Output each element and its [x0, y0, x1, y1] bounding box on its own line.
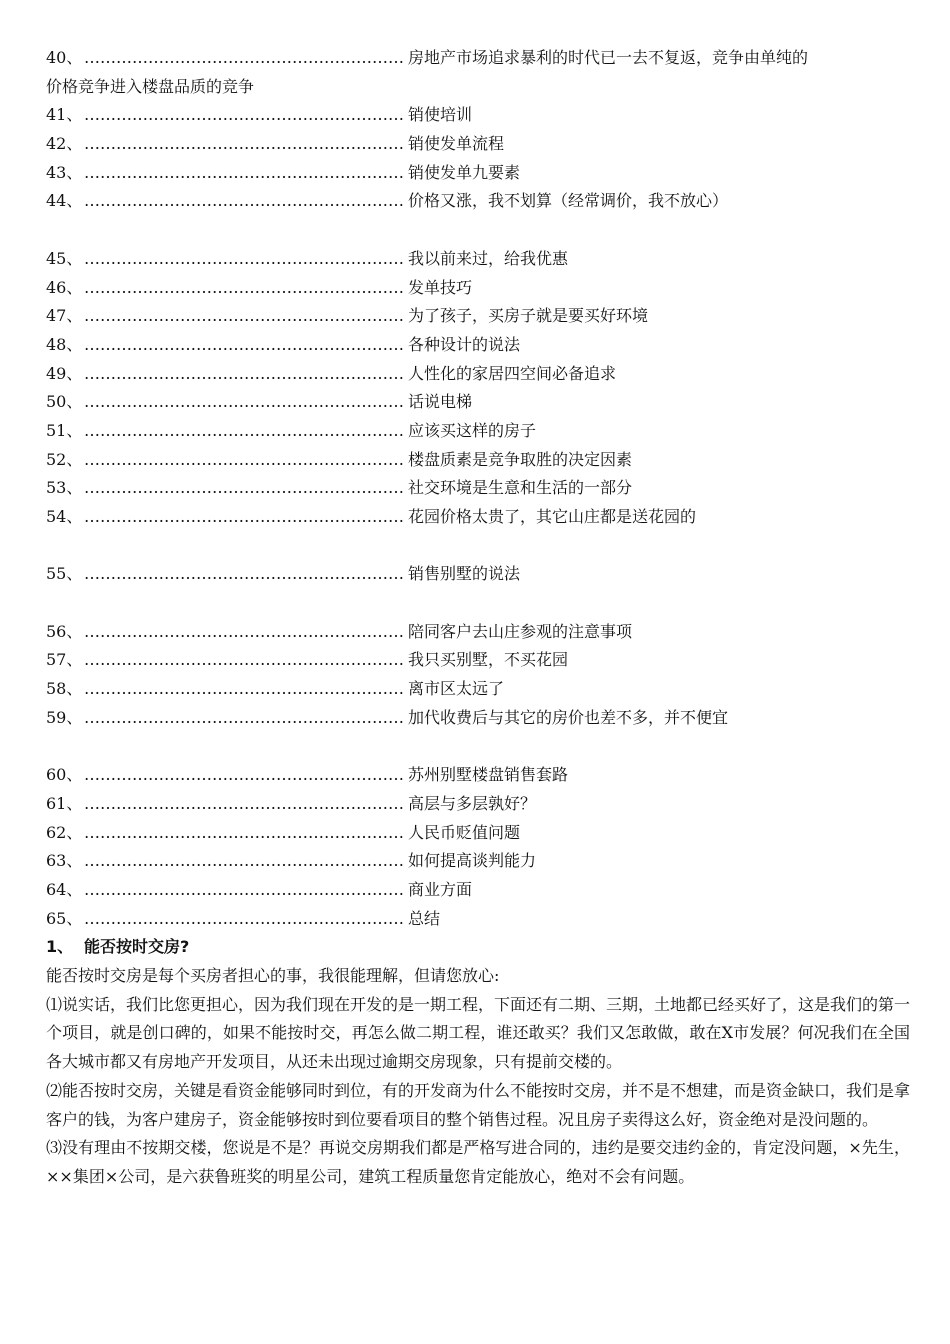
toc-leader-dots: …………………………………………………… — [84, 879, 404, 899]
toc-entry-number: 51、 — [46, 420, 83, 440]
toc-entry — [46, 360, 910, 389]
toc-entry-title: 话说电梯 — [408, 392, 473, 412]
toc-entry-number: 53、 — [46, 478, 83, 498]
toc-entry-number: 47、 — [46, 306, 83, 326]
toc-entry — [46, 44, 910, 73]
toc-leader-dots: …………………………………………………… — [84, 277, 404, 297]
toc-entry — [46, 417, 910, 446]
toc-entry-number: 55、 — [46, 564, 83, 584]
toc-entry-continuation: 价格竞争进入楼盘品质的竞争 — [46, 76, 255, 96]
toc-entry-number: 48、 — [46, 334, 83, 354]
toc-entry — [46, 618, 910, 647]
toc-entry — [46, 646, 910, 675]
toc-entry-number: 49、 — [46, 363, 83, 383]
toc-entry — [46, 245, 910, 274]
toc-spacer — [46, 589, 910, 618]
toc-leader-dots: …………………………………………………… — [84, 650, 404, 670]
toc-entry-title: 销使发单流程 — [408, 134, 505, 154]
toc-entry-title: 如何提高谈判能力 — [408, 851, 537, 871]
toc-entry-title: 花园价格太贵了，其它山庄都是送花园的 — [408, 507, 697, 526]
toc-entry-title: 苏州别墅楼盘销售套路 — [408, 765, 569, 785]
toc-entry-title: 应该买这样的房子 — [408, 420, 537, 440]
document-page — [46, 44, 910, 1192]
section-number: 1、 — [46, 937, 74, 957]
toc-entry-title: 销售别墅的说法 — [408, 564, 521, 584]
toc-leader-dots: …………………………………………………… — [84, 420, 404, 440]
toc-entry-number: 44、 — [46, 191, 83, 211]
toc-entry-title: 商业方面 — [408, 879, 473, 899]
toc-entry-title: 发单技巧 — [408, 277, 473, 297]
toc-entry — [46, 187, 910, 216]
toc-entry-number: 54、 — [46, 507, 83, 526]
toc-entry — [46, 446, 910, 475]
toc-entry — [46, 790, 910, 819]
paragraph-3: ⑶没有理由不按期交楼，您说是不是？再说交房期我们都是严格写进合同的，违约是要交违约金的，肯定没问题，×先生，××集团×公司，是六获鲁班奖的明星公司，建筑工程质量您肯定能放心，绝对不会有问题。 — [46, 1138, 910, 1186]
toc-leader-dots: …………………………………………………… — [84, 765, 404, 785]
toc-entry — [46, 847, 910, 876]
toc-entry-title: 价格又涨，我不划算（经常调价，我不放心） — [408, 191, 729, 211]
toc-entry-number: 60、 — [46, 765, 83, 785]
toc-spacer — [46, 216, 910, 245]
toc-entry-title: 为了孩子，买房子就是要买好环境 — [408, 306, 649, 326]
toc-leader-dots: …………………………………………………… — [84, 679, 404, 699]
toc-entry-title: 我以前来过，给我优惠 — [408, 248, 569, 268]
toc-entry — [46, 388, 910, 417]
toc-entry-number: 57、 — [46, 650, 83, 670]
toc-entry-title: 加代收费后与其它的房价也差不多，并不便宜 — [408, 707, 729, 727]
toc-leader-dots: …………………………………………………… — [84, 707, 404, 727]
toc-entry-number: 58、 — [46, 679, 83, 699]
toc-entry — [46, 159, 910, 188]
toc-leader-dots: …………………………………………………… — [84, 48, 404, 67]
toc-entry — [46, 704, 910, 733]
toc-entry-number: 56、 — [46, 621, 83, 641]
toc-entry-number: 62、 — [46, 822, 83, 842]
toc-leader-dots: …………………………………………………… — [84, 363, 404, 383]
toc-entry-number: 50、 — [46, 392, 83, 412]
toc-entry-number: 64、 — [46, 879, 83, 899]
toc-entry — [46, 905, 910, 934]
toc-leader-dots: …………………………………………………… — [84, 478, 404, 498]
toc-entry-number: 52、 — [46, 449, 83, 469]
toc-entry-number: 45、 — [46, 248, 83, 268]
toc-entry — [46, 101, 910, 130]
toc-entry — [46, 331, 910, 360]
section-intro: 能否按时交房是每个买房者担心的事，我很能理解，但请您放心: — [46, 966, 500, 986]
toc-leader-dots: …………………………………………………… — [84, 334, 404, 354]
section-heading — [46, 933, 910, 962]
toc-entry-title: 陪同客户去山庄参观的注意事项 — [408, 621, 633, 641]
toc-leader-dots: …………………………………………………… — [84, 134, 404, 154]
toc-leader-dots: …………………………………………………… — [84, 449, 404, 469]
toc-entry-title: 楼盘质素是竞争取胜的决定因素 — [408, 449, 633, 469]
toc-leader-dots: …………………………………………………… — [84, 191, 404, 211]
toc-entry — [46, 130, 910, 159]
toc-entry-title: 我只买别墅，不买花园 — [408, 650, 569, 670]
paragraph-2: ⑵能否按时交房，关键是看资金能够同时到位，有的开发商为什么不能按时交房，并不是不想建，而是资金缺口，我们是拿客户的钱，为客户建房子，资金能够按时到位要看项目的整个销售过程。况且房子卖得这么好，资金绝对是没问题的。 — [46, 1080, 911, 1129]
toc-leader-dots: …………………………………………………… — [84, 822, 404, 842]
toc-entry-title: 销使培训 — [408, 105, 473, 125]
toc-leader-dots: …………………………………………………… — [84, 851, 404, 871]
toc-leader-dots: …………………………………………………… — [84, 507, 404, 526]
toc-entry — [46, 819, 910, 848]
toc-leader-dots: …………………………………………………… — [84, 621, 404, 641]
toc-entry — [46, 474, 910, 503]
toc-entry — [46, 503, 910, 532]
toc-entry — [46, 761, 910, 790]
toc-entry — [46, 675, 910, 704]
toc-leader-dots: …………………………………………………… — [84, 793, 404, 813]
toc-leader-dots: …………………………………………………… — [84, 908, 404, 928]
toc-leader-dots: …………………………………………………… — [84, 162, 404, 182]
toc-entry-number: 61、 — [46, 793, 83, 813]
toc-entry-title: 社交环境是生意和生活的一部分 — [408, 478, 633, 498]
toc-entry-number: 59、 — [46, 707, 83, 727]
toc-entry-title: 各种设计的说法 — [408, 334, 521, 354]
paragraph-1: ⑴说实话，我们比您更担心，因为我们现在开发的是一期工程，下面还有二期、三期，土地都已经买好了，这是我们的第一个项目，就是创口碑的，如果不能按时交，再怎么做二期工程，谁还敢买？我们又怎敢做，敢在X市发展？何况我们在全国各大城市都又有房地产开发项目，从还未出现过逾期交房现象，只有提前交楼的。 — [46, 994, 911, 1072]
toc-entry — [46, 302, 910, 331]
toc-entry-title: 人性化的家居四空间必备追求 — [408, 363, 617, 383]
toc-entry-title: 销使发单九要素 — [408, 162, 521, 182]
toc-spacer — [46, 733, 910, 762]
section-title: 能否按时交房? — [84, 937, 190, 957]
toc-spacer — [46, 532, 910, 561]
toc-entry-number: 43、 — [46, 162, 83, 182]
toc-entry — [46, 560, 910, 589]
toc-leader-dots: …………………………………………………… — [84, 306, 404, 326]
toc-entry-number: 42、 — [46, 134, 83, 154]
toc-leader-dots: …………………………………………………… — [84, 392, 404, 412]
toc-entry-title: 房地产市场追求暴利的时代已一去不复返，竞争由单纯的 — [408, 48, 809, 67]
toc-entry-number: 40、 — [46, 48, 83, 67]
toc-entry-title: 离市区太远了 — [408, 679, 505, 699]
toc-entry-number: 63、 — [46, 851, 83, 871]
toc-entry-title: 人民币贬值问题 — [408, 822, 521, 842]
toc-entry-title: 总结 — [408, 908, 441, 928]
toc-entry — [46, 876, 910, 905]
toc-list — [46, 44, 910, 933]
toc-entry — [46, 274, 910, 303]
toc-entry-title: 高层与多层孰好？ — [408, 793, 537, 813]
toc-leader-dots: …………………………………………………… — [84, 105, 404, 125]
toc-entry-number: 65、 — [46, 908, 83, 928]
toc-entry-number: 41、 — [46, 105, 83, 125]
toc-leader-dots: …………………………………………………… — [84, 564, 404, 584]
toc-entry-number: 46、 — [46, 277, 83, 297]
toc-leader-dots: …………………………………………………… — [84, 248, 404, 268]
